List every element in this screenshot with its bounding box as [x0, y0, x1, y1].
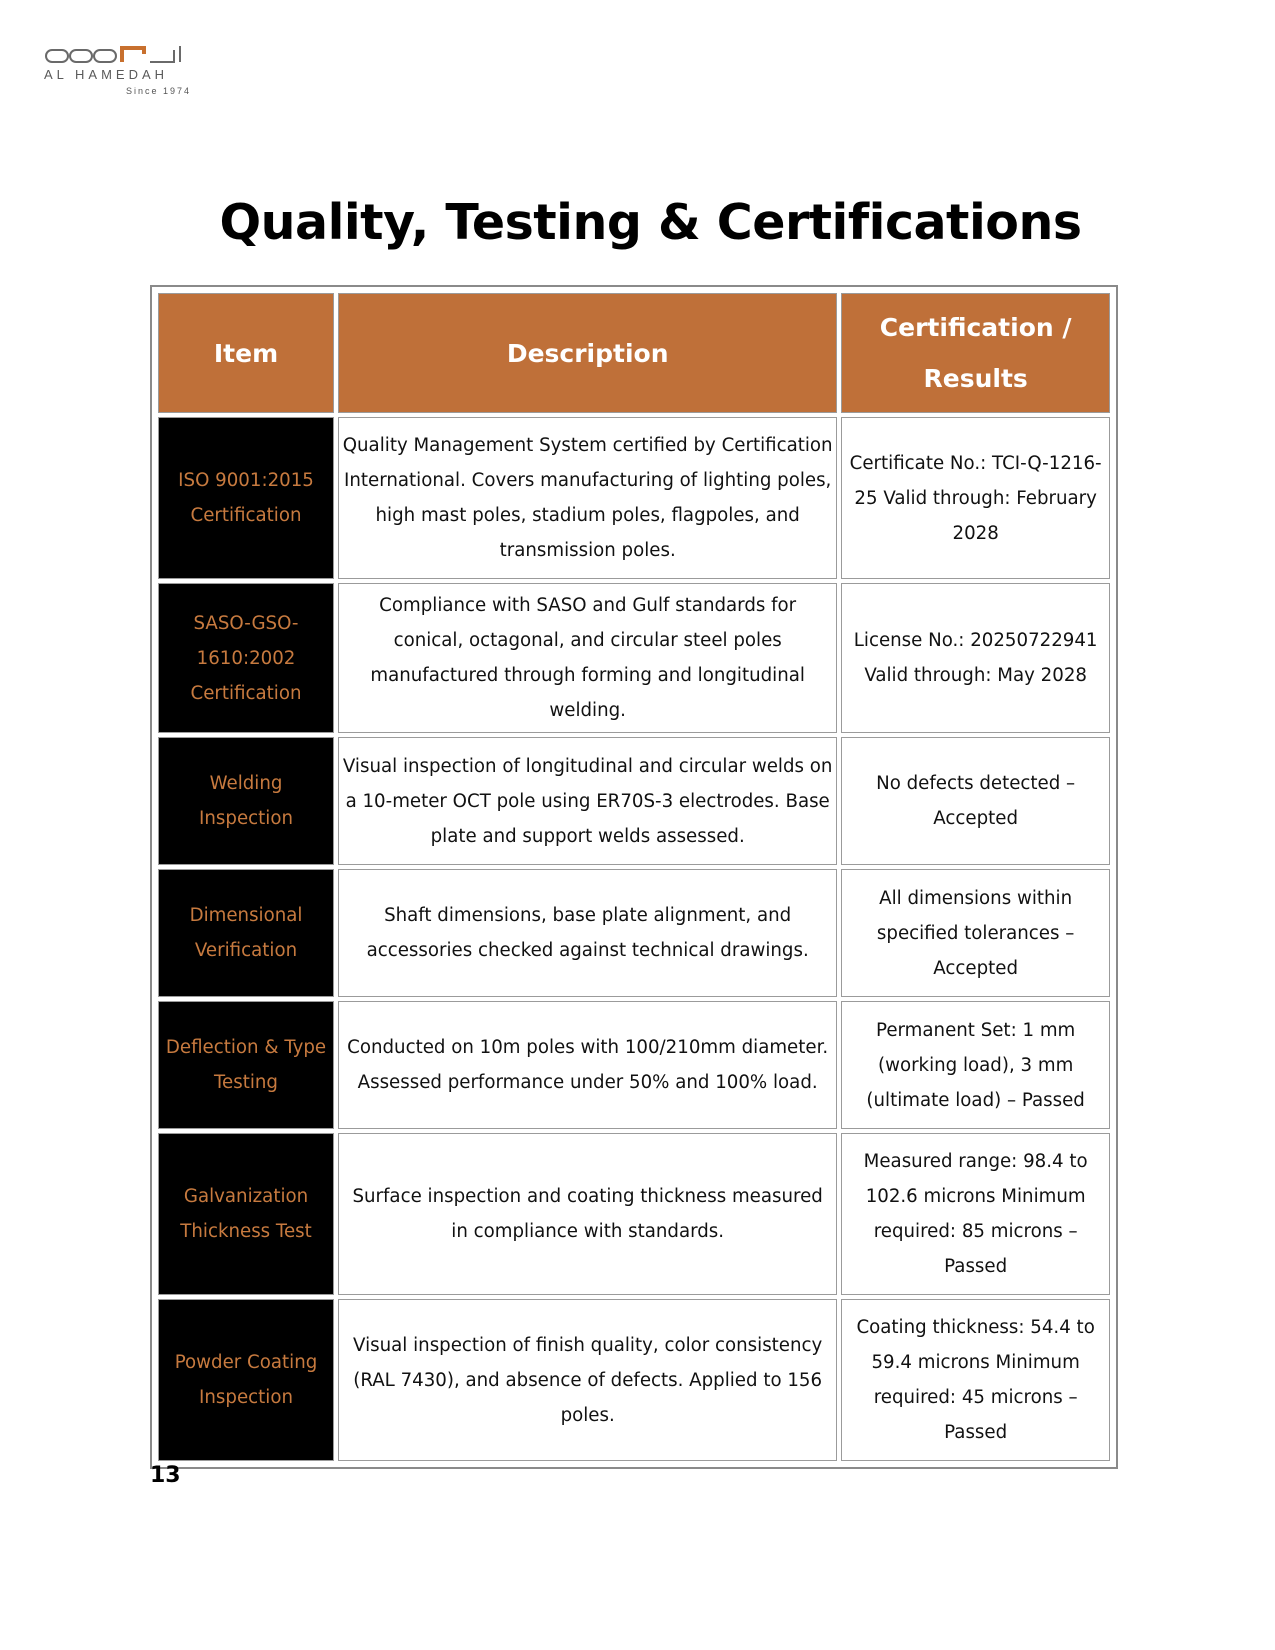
- row-description: Visual inspection of finish quality, color consistency (RAL 7430), and absence of defects. Applied to 156 poles.: [338, 1299, 837, 1461]
- table-row: [158, 869, 1110, 997]
- row-results: No defects detected – Accepted: [841, 737, 1110, 865]
- table-header-row: [158, 293, 1110, 413]
- row-results: Measured range: 98.4 to 102.6 microns Minimum required: 85 microns – Passed: [841, 1133, 1110, 1295]
- page-number: 13: [150, 1463, 181, 1488]
- logo-since: Since 1974: [126, 86, 192, 96]
- header-results: Certification / Results: [841, 293, 1110, 413]
- row-results: All dimensions within specified tolerances – Accepted: [841, 869, 1110, 997]
- row-description: Shaft dimensions, base plate alignment, and accessories checked against technical drawings.: [338, 869, 837, 997]
- table-row: [158, 1001, 1110, 1129]
- table-row: [158, 417, 1110, 579]
- table-row: [158, 1299, 1110, 1461]
- company-logo: [44, 44, 204, 100]
- header-description: Description: [338, 293, 837, 413]
- quality-table: [150, 285, 1118, 1469]
- row-item: SASO-GSO-1610:2002 Certification: [158, 583, 334, 733]
- page-title: Quality, Testing & Certifications: [219, 194, 1082, 251]
- row-description: Surface inspection and coating thickness measured in compliance with standards.: [338, 1133, 837, 1295]
- row-item: Dimensional Verification: [158, 869, 334, 997]
- row-results: License No.: 20250722941 Valid through: May 2028: [841, 583, 1110, 733]
- row-description: Visual inspection of longitudinal and circular welds on a 10-meter OCT pole using ER70S-3 electrodes. Base plate and support welds assessed.: [338, 737, 837, 865]
- table-row: [158, 1133, 1110, 1295]
- row-description: Compliance with SASO and Gulf standards for conical, octagonal, and circular steel poles manufactured through forming and longitudinal welding.: [338, 583, 837, 733]
- row-description: Quality Management System certified by Certification International. Covers manufacturing of lighting poles, high mast poles, stadium poles, flagpoles, and transmission poles.: [338, 417, 837, 579]
- header-item: Item: [158, 293, 334, 413]
- row-description: Conducted on 10m poles with 100/210mm diameter. Assessed performance under 50% and 100% load.: [338, 1001, 837, 1129]
- row-item: ISO 9001:2015 Certification: [158, 417, 334, 579]
- row-results: Certificate No.: TCI-Q-1216-25 Valid through: February 2028: [841, 417, 1110, 579]
- table-row: [158, 737, 1110, 865]
- logo-wordmark: AL HAMEDAH: [44, 67, 169, 82]
- row-results: Coating thickness: 54.4 to 59.4 microns Minimum required: 45 microns – Passed: [841, 1299, 1110, 1461]
- row-results: Permanent Set: 1 mm (working load), 3 mm (ultimate load) – Passed: [841, 1001, 1110, 1129]
- logo-arabic-mark: [44, 44, 204, 68]
- row-item: Powder Coating Inspection: [158, 1299, 334, 1461]
- row-item: Deflection & Type Testing: [158, 1001, 334, 1129]
- row-item: Welding Inspection: [158, 737, 334, 865]
- table-row: [158, 583, 1110, 733]
- row-item: Galvanization Thickness Test: [158, 1133, 334, 1295]
